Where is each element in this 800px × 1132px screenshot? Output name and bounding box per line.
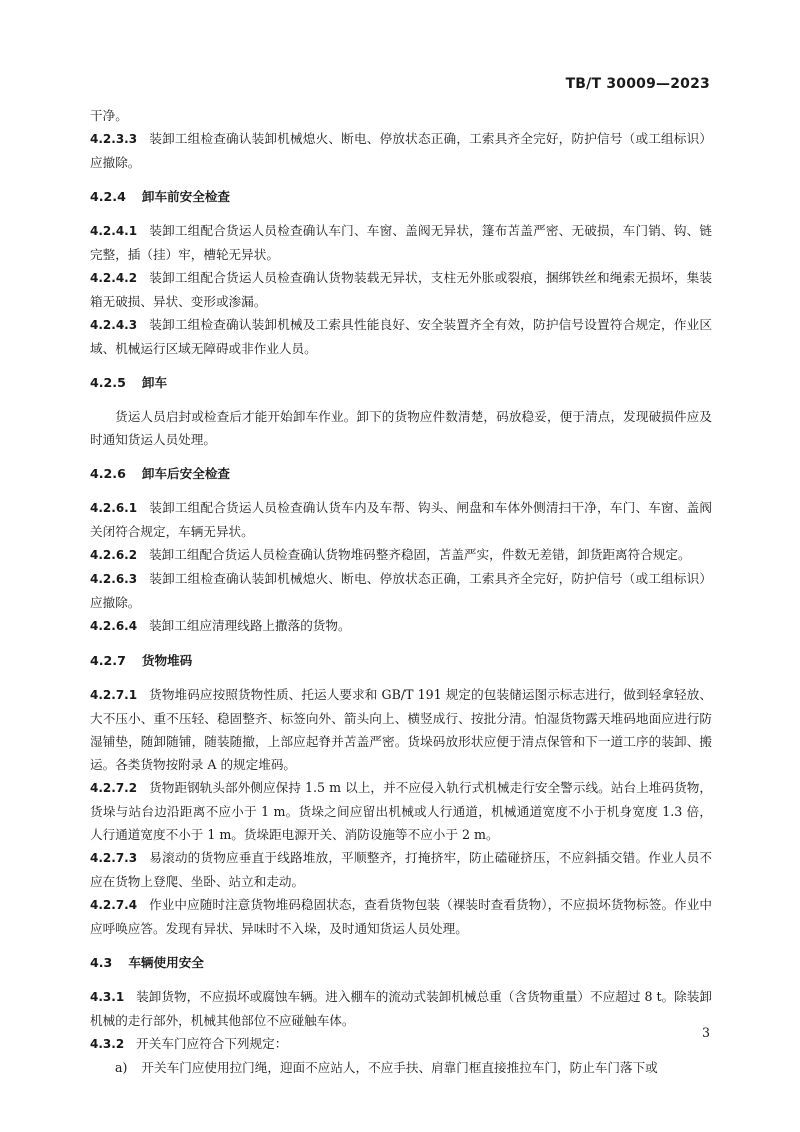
clause-number: 4.2.7.2 xyxy=(90,781,138,795)
clause-4-2-6-1 xyxy=(90,496,712,543)
clause-number: 4.2.7.1 xyxy=(90,688,138,702)
section-heading-4-2-4 xyxy=(90,185,712,208)
clause-number: 4.2.6.4 xyxy=(90,619,138,633)
clause-text: 装卸工组应清理线路上撒落的货物。 xyxy=(149,618,351,633)
clause-number: 4.2.6.2 xyxy=(90,548,138,562)
clause-number: 4.2.4.3 xyxy=(90,318,138,332)
clause-4-2-4-2 xyxy=(90,266,712,313)
paragraph-text: 干净。 xyxy=(90,108,128,123)
page-number: 3 xyxy=(701,1025,710,1040)
paragraph xyxy=(90,405,712,451)
clause-number: 4.2.6.3 xyxy=(90,572,138,586)
clause-number: 4.2.4.2 xyxy=(90,271,138,285)
section-number: 4.2.5 xyxy=(90,375,126,390)
clause-4-2-4-3 xyxy=(90,313,712,360)
clause-text: 装卸工组配合货运人员检查确认货物装载无异状，支柱无外胀或裂痕，捆绑铁丝和绳索无损坏，集装箱无破损、异状、变形或渗漏。 xyxy=(90,270,712,309)
clause-text: 作业中应随时注意货物堆码稳固状态，查看货物包装（裸装时查看货物），不应损坏货物标签。作业中应呼唤应答。发现有异状、异味时不入垛，及时通知货运人员处理。 xyxy=(90,897,712,936)
clause-text: 易滚动的货物应垂直于线路堆放，平顺整齐，打掩挤牢，防止磕碰挤压，不应斜插交错。作业人员不应在货物上登爬、坐卧、站立和走动。 xyxy=(90,850,712,889)
clause-number: 4.2.7.3 xyxy=(90,851,138,865)
section-title: 卸车 xyxy=(141,375,168,390)
clause-4-2-7-4 xyxy=(90,893,712,940)
paragraph-text: 货运人员启封或检查后才能开始卸车作业。卸下的货物应件数清楚，码放稳妥，便于清点，发现破损件应及时通知货运人员处理。 xyxy=(90,409,712,447)
list-item-text: 开关车门应使用拉门绳，迎面不应站人，不应手扶、肩靠门框直接推拉车门，防止车门落下或 xyxy=(141,1060,658,1075)
section-title: 卸车前安全检查 xyxy=(141,189,231,204)
clause-number: 4.3.2 xyxy=(90,1037,125,1051)
clause-number: 4.2.7.4 xyxy=(90,898,138,912)
clause-text: 装卸货物，不应损坏或腐蚀车辆。进入棚车的流动式装卸机械总重（含货物重量）不应超过 8 t。除装卸机械的走行部外，机械其他部位不应碰触车体。 xyxy=(90,989,712,1028)
section-heading-4-2-5 xyxy=(90,371,712,394)
clause-text: 开关车门应符合下列规定： xyxy=(136,1036,288,1051)
clause-number: 4.2.6.1 xyxy=(90,501,138,515)
standard-code: TB/T 30009—2023 xyxy=(565,76,710,92)
section-title: 车辆使用安全 xyxy=(128,955,204,970)
section-number: 4.2.6 xyxy=(90,466,126,481)
document-body xyxy=(90,104,712,1079)
section-number: 4.2.7 xyxy=(90,653,126,668)
clause-text: 装卸工组检查确认装卸机械熄火、断电、停放状态正确，工索具齐全完好，防护信号（或工组标识）应撤除。 xyxy=(90,131,712,170)
clause-4-2-7-2 xyxy=(90,776,712,846)
clause-text: 货物堆码应按照货物性质、托运人要求和 GB/T 191 规定的包装储运图示标志进行，做到轻拿轻放、大不压小、重不压轻、稳固整齐、标签向外、箭头向上、横竖成行、按批分清。怕湿货物露天堆码地面应进行防湿铺垫，随卸随铺，随装随撤，上部应起脊并苫盖严密。货垛码放形状应便于清点保管和下一道工序的装卸、搬运。各类货物按附录 A 的规定堆码。 xyxy=(90,687,712,772)
clause-4-2-3-3 xyxy=(90,127,712,174)
section-heading-4-2-6 xyxy=(90,462,712,485)
clause-text: 装卸工组配合货运人员检查确认货物堆码整齐稳固，苫盖严实，件数无差错，卸货距离符合规定。 xyxy=(149,547,691,562)
clause-number: 4.2.4.1 xyxy=(90,224,138,238)
clause-4-2-4-1 xyxy=(90,219,712,266)
clause-4-2-6-3 xyxy=(90,567,712,614)
list-item-label: a) xyxy=(115,1060,128,1075)
clause-4-2-6-2 xyxy=(90,543,712,567)
section-heading-4-2-7 xyxy=(90,649,712,672)
clause-text: 装卸工组检查确认装卸机械及工索具性能良好、安全装置齐全有效，防护信号设置符合规定，作业区域、机械运行区域无障碍或非作业人员。 xyxy=(90,317,712,356)
clause-4-2-7-1 xyxy=(90,683,712,776)
section-title: 货物堆码 xyxy=(141,653,193,668)
section-heading-4-3 xyxy=(90,951,712,974)
clause-text: 装卸工组配合货运人员检查确认货车内及车帮、钩头、闸盘和车体外侧清扫干净，车门、车窗、盖阀关闭符合规定，车辆无异状。 xyxy=(90,500,712,539)
list-item-a xyxy=(90,1056,712,1079)
clause-text: 货物距钢轨头部外侧应保持 1.5 m 以上，并不应侵入轨行式机械走行安全警示线。站台上堆码货物，货垛与站台边沿距离不应小于 1 m。货垛之间应留出机械或人行通道，机械通道宽度不小于机身宽度 1.3 倍，人行通道宽度不小于 1 m。货垛距电源开关、消防设施等不应小于 2 m。 xyxy=(90,780,712,842)
clause-4-2-6-4 xyxy=(90,614,712,638)
clause-4-2-7-3 xyxy=(90,846,712,893)
clause-number: 4.2.3.3 xyxy=(90,132,138,146)
section-title: 卸车后安全检查 xyxy=(141,466,231,481)
section-number: 4.3 xyxy=(90,955,113,970)
clause-number: 4.3.1 xyxy=(90,990,125,1004)
section-number: 4.2.4 xyxy=(90,189,126,204)
clause-text: 装卸工组检查确认装卸机械熄火、断电、停放状态正确，工索具齐全完好，防护信号（或工组标识）应撤除。 xyxy=(90,571,712,610)
clause-4-3-2 xyxy=(90,1032,712,1056)
clause-4-3-1 xyxy=(90,985,712,1032)
paragraph xyxy=(90,104,712,127)
clause-text: 装卸工组配合货运人员检查确认车门、车窗、盖阀无异状，篷布苫盖严密、无破损，车门销、钩、链完整，插（挂）牢，槽轮无异状。 xyxy=(90,223,712,262)
